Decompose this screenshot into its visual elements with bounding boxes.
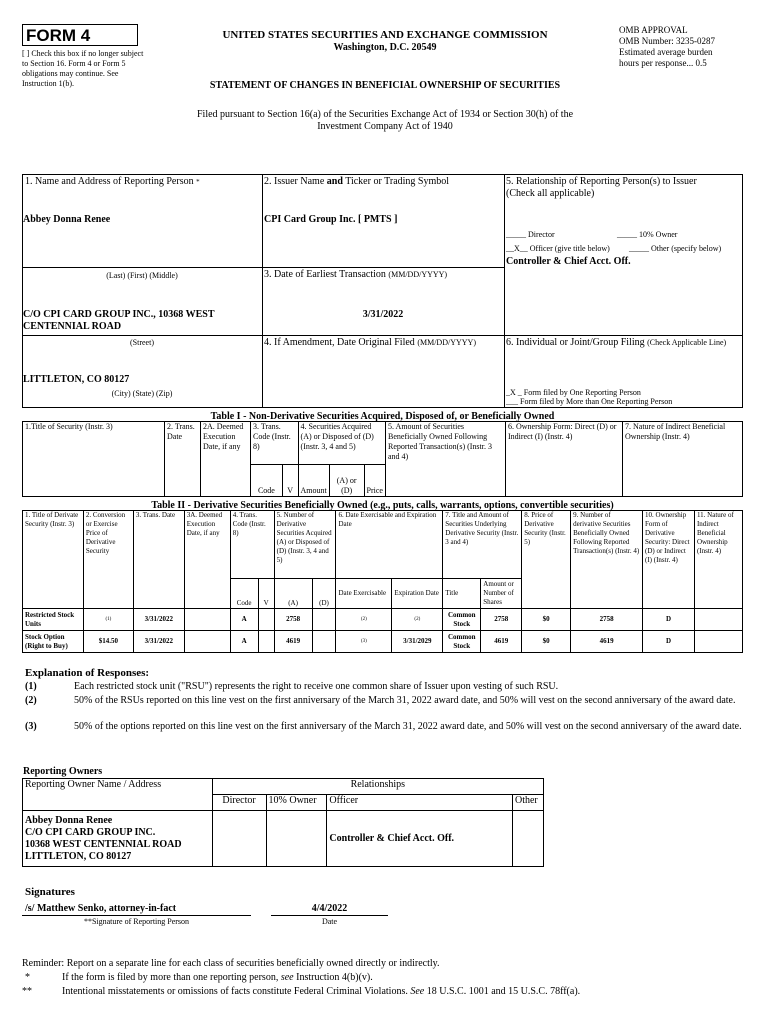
t2-sub-v: V	[258, 579, 274, 609]
t2-col6: 6. Date Exercisable and Expiration Date	[336, 511, 443, 579]
omb-line3: Estimated average burden	[619, 47, 713, 57]
omb-approval	[619, 25, 759, 69]
row1-owned: 2758	[571, 609, 643, 631]
row1-v	[258, 609, 274, 631]
owner-name-address	[23, 811, 213, 867]
t1-col6: 6. Ownership Form: Direct (D) or Indirect (I) (Instr. 4)	[506, 422, 623, 497]
owners-table	[22, 778, 544, 867]
table1	[22, 421, 743, 497]
box6-label	[506, 337, 742, 349]
row1-deriv-price: $0	[522, 609, 571, 631]
agency-line1: UNITED STATES SECURITIES AND EXCHANGE COMMISSION	[222, 29, 548, 41]
row1-und-amount: 2758	[481, 609, 522, 631]
row2-deemed	[184, 631, 230, 653]
t1-col5: 5. Amount of Securities Beneficially Owned Following Reported Transaction(s) (Instr. 3 and 4)	[386, 422, 506, 497]
box2-label-and: and	[326, 176, 343, 187]
explanation-num-1: (1)	[25, 681, 37, 692]
star1-see: see	[280, 972, 294, 983]
owners-col-rel: Relationships	[212, 779, 543, 795]
form-title-box	[22, 24, 138, 46]
owner-line-2: C/O CPI CARD GROUP INC.	[25, 826, 156, 838]
omb-line2: OMB Number: 3235-0287	[619, 36, 715, 46]
director-line: _____ Director	[506, 230, 555, 239]
filed-pursuant-line1: Filed pursuant to Section 16(a) of the Securities Exchange Act of 1934 or Section 30(h) of the	[196, 109, 574, 120]
row2-price: $14.50	[83, 631, 133, 653]
reporter-city: LITTLETON, CO 80127	[23, 374, 130, 385]
explanation-text-2: 50% of the RSUs reported on this line vest on the first anniversary of the March 31, 2022 award date, and 50% will vest on the second anniversary of the award date.	[74, 695, 736, 706]
owner-director	[212, 811, 266, 867]
explanation-num-2: (2)	[25, 695, 37, 706]
t2-col5: 5. Number of Derivative Securities Acquired (A) or Disposed of (D) (Instr. 3, 4 and 5)	[274, 511, 336, 579]
t1-sub-price: Price	[364, 465, 385, 497]
row1-deemed	[184, 609, 230, 631]
box1-label-text: 1. Name and Address of Reporting Person	[25, 176, 194, 187]
star1-text-b: Instruction 4(b)(v).	[293, 972, 373, 983]
row2-d	[312, 631, 336, 653]
box3-label-text: 3. Date of Earliest Transaction	[264, 269, 386, 280]
t2-col9: 9. Number of derivative Securities Beneficially Owned Following Reported Transaction(s) (Instr. 4)	[571, 511, 643, 609]
reporter-address: C/O CPI CARD GROUP INC., 10368 WEST CENTENNIAL ROAD	[23, 309, 215, 332]
owner-ten-pct	[266, 811, 327, 867]
t2-sub-title: Title	[443, 579, 481, 609]
star2-see: See	[410, 986, 425, 997]
table2-title: Table II - Derivative Securities Beneficially Owned (e.g., puts, calls, warrants, options, convertible securities)	[151, 500, 614, 511]
footnote-star-text	[62, 972, 373, 984]
omb-line1: OMB APPROVAL	[619, 25, 688, 35]
explanation-text-1: Each restricted stock unit ("RSU") represents the right to receive one common share of Issuer upon vesting of such RSU.	[74, 681, 559, 692]
officer-line: __X__ Officer (give title below)	[506, 244, 610, 253]
row2-form: D	[643, 631, 695, 653]
owners-col-other: Other	[512, 795, 543, 811]
box4-format: (MM/DD/YYYY)	[417, 338, 476, 347]
t1-sub-amount: Amount	[298, 465, 329, 497]
filed-pursuant-line2: Investment Company Act of 1940	[317, 121, 453, 132]
signatures-heading: Signatures	[25, 886, 75, 898]
t2-sub-a: (A)	[274, 579, 312, 609]
box3-format: (MM/DD/YYYY)	[388, 270, 448, 279]
signature-caption: **Signature of Reporting Person	[83, 917, 190, 926]
owner-other	[512, 811, 543, 867]
checkbox-note: [ ] Check this box if no longer subject to Section 16. Form 4 or Form 5 obligations may continue. See Instruction 1(b).	[22, 49, 144, 88]
row1-price: (1)	[83, 609, 133, 631]
row2-code: A	[230, 631, 258, 653]
t2-col11: 11. Nature of Indirect Beneficial Ownership (Instr. 4)	[694, 511, 742, 609]
owners-col-director: Director	[212, 795, 266, 811]
row1-d	[312, 609, 336, 631]
row1-nature	[694, 609, 742, 631]
box1-star: *	[196, 178, 200, 186]
more-person-line: ___ Form filed by More than One Reporting Person	[506, 397, 673, 406]
row1-a: 2758	[274, 609, 312, 631]
date-caption: Date	[321, 917, 338, 926]
row1-expiration: (2)	[392, 609, 443, 631]
t1-col2: 2. Trans. Date	[165, 422, 201, 497]
footnote-double-star-text	[62, 986, 580, 998]
row2-nature	[694, 631, 742, 653]
box2-label-b: Ticker or Trading Symbol	[342, 176, 450, 187]
row1-date: 3/31/2022	[133, 609, 184, 631]
t1-col1: 1.Title of Security (Instr. 3)	[23, 422, 165, 497]
t2-sub-amount: Amount or Number of Shares	[481, 579, 522, 609]
agency-line2: Washington, D.C. 20549	[333, 42, 437, 53]
table2	[22, 510, 743, 653]
form-title: FORM 4	[26, 26, 91, 45]
box2-label	[264, 176, 449, 188]
owner-officer: Controller & Chief Acct. Off.	[327, 811, 513, 867]
footnote-star: *	[25, 972, 30, 983]
box5-label	[506, 176, 742, 200]
owner-line-1: Abbey Donna Renee	[25, 814, 113, 826]
reporter-name: Abbey Donna Renee	[23, 214, 111, 225]
t2-col3: 3. Trans. Date	[133, 511, 184, 609]
row2-deriv-price: $0	[522, 631, 571, 653]
row2-exercisable: (3)	[336, 631, 392, 653]
t2-col4: 4. Trans. Code (Instr. 8)	[230, 511, 274, 579]
box6-sub: (Check Applicable Line)	[647, 338, 727, 347]
row2-date: 3/31/2022	[133, 631, 184, 653]
row2-v	[258, 631, 274, 653]
row2-und-amount: 4619	[481, 631, 522, 653]
table1-title: Table I - Non-Derivative Securities Acquired, Disposed of, or Beneficially Owned	[210, 411, 555, 422]
box2-label-a: 2. Issuer Name	[264, 176, 327, 187]
issuer-name: CPI Card Group Inc. [ PMTS ]	[264, 214, 398, 225]
owner-line-4: LITTLETON, CO 80127	[25, 850, 132, 862]
t1-col2a: 2A. Deemed Execution Date, if any	[201, 422, 251, 497]
footnote-double-star: **	[22, 986, 32, 997]
t2-sub-expiration: Expiration Date	[392, 579, 443, 609]
explanation-text-3: 50% of the options reported on this line vest on the first anniversary of the March 31, 2022 award date, and 50% will vest on the second anniversary of the award date.	[74, 721, 742, 732]
earliest-transaction-date: 3/31/2022	[362, 309, 404, 320]
explanation-heading: Explanation of Responses:	[25, 667, 150, 679]
t1-sub-code: Code	[251, 465, 283, 497]
owners-heading: Reporting Owners	[23, 766, 103, 777]
name-caption: (Last) (First) (Middle)	[106, 271, 178, 280]
city-caption: (City) (State) (Zip)	[111, 389, 173, 398]
box4-label	[264, 337, 476, 349]
t1-sub-v: V	[282, 465, 298, 497]
table-row	[23, 631, 743, 653]
row1-form: D	[643, 609, 695, 631]
reporting-person-section	[22, 174, 743, 408]
explanation-num-3: (3)	[25, 721, 37, 732]
t2-col7: 7. Title and Amount of Securities Underlying Derivative Security (Instr. 3 and 4)	[443, 511, 522, 579]
officer-title: Controller & Chief Acct. Off.	[506, 256, 631, 267]
omb-line4: hours per response... 0.5	[619, 58, 707, 68]
one-person-line: _X _ Form filed by One Reporting Person	[506, 388, 641, 397]
row2-expiration: 3/31/2029	[392, 631, 443, 653]
row2-owned: 4619	[571, 631, 643, 653]
owner-line-3: 10368 WEST CENTENNIAL ROAD	[25, 838, 182, 850]
t1-col3: 3. Trans. Code (Instr. 8)	[251, 422, 299, 465]
box5-sub: (Check all applicable)	[506, 188, 595, 199]
owners-col-officer: Officer	[327, 795, 513, 811]
owners-col-owner: 10% Owner	[266, 795, 327, 811]
reminder: Reminder: Report on a separate line for each class of securities beneficially owned directly or indirectly.	[22, 958, 440, 969]
t2-sub-exercisable: Date Exercisable	[336, 579, 392, 609]
t1-sub-aord: (A) or (D)	[329, 465, 364, 497]
row1-code: A	[230, 609, 258, 631]
row2-title: Stock Option (Right to Buy)	[23, 631, 84, 653]
other-line: _____ Other (specify below)	[629, 244, 722, 253]
row2-und-title: Common Stock	[443, 631, 481, 653]
star2-text-a: Intentional misstatements or omissions of facts constitute Federal Criminal Violations.	[62, 986, 411, 997]
t2-col1: 1. Title of Derivate Security (Instr. 3)	[23, 511, 84, 609]
box3-label	[264, 269, 447, 281]
row1-exercisable: (2)	[336, 609, 392, 631]
t2-sub-d: (D)	[312, 579, 336, 609]
filed-pursuant	[140, 109, 630, 133]
table-row	[23, 609, 743, 631]
box4-label-text: 4. If Amendment, Date Original Filed	[264, 337, 415, 348]
box5-label-text: 5. Relationship of Reporting Person(s) to Issuer	[506, 176, 697, 187]
star2-text-b: 18 U.S.C. 1001 and 15 U.S.C. 78ff(a).	[424, 986, 581, 997]
t2-col10: 10. Ownership Form of Derivative Security: Direct (D) or Indirect (I) (Instr. 4)	[643, 511, 695, 609]
t1-col4: 4. Securities Acquired (A) or Disposed of (D) (Instr. 3, 4 and 5)	[298, 422, 385, 465]
row1-und-title: Common Stock	[443, 609, 481, 631]
row2-a: 4619	[274, 631, 312, 653]
t2-col2: 2. Conversion or Exercise Price of Derivative Security	[83, 511, 133, 609]
t2-sub-code: Code	[230, 579, 258, 609]
t2-col3a: 3A. Deemed Execution Date, if any	[184, 511, 230, 609]
owners-col-name: Reporting Owner Name / Address	[23, 779, 213, 811]
box1-label	[25, 176, 200, 188]
ten-pct-owner-line: _____ 10% Owner	[617, 230, 678, 239]
signer: /s/ Matthew Senko, attorney-in-fact	[25, 903, 177, 914]
signature-date: 4/4/2022	[311, 903, 348, 914]
statement-title: STATEMENT OF CHANGES IN BENEFICIAL OWNERSHIP OF SECURITIES	[209, 80, 561, 91]
star1-text-a: If the form is filed by more than one reporting person,	[62, 972, 281, 983]
box6-label-text: 6. Individual or Joint/Group Filing	[506, 337, 645, 348]
t1-col7: 7. Nature of Indirect Beneficial Ownership (Instr. 4)	[623, 422, 743, 497]
street-caption: (Street)	[130, 338, 154, 347]
row1-title: Restricted Stock Units	[23, 609, 84, 631]
t2-col8: 8. Price of Derivative Security (Instr. 5)	[522, 511, 571, 609]
